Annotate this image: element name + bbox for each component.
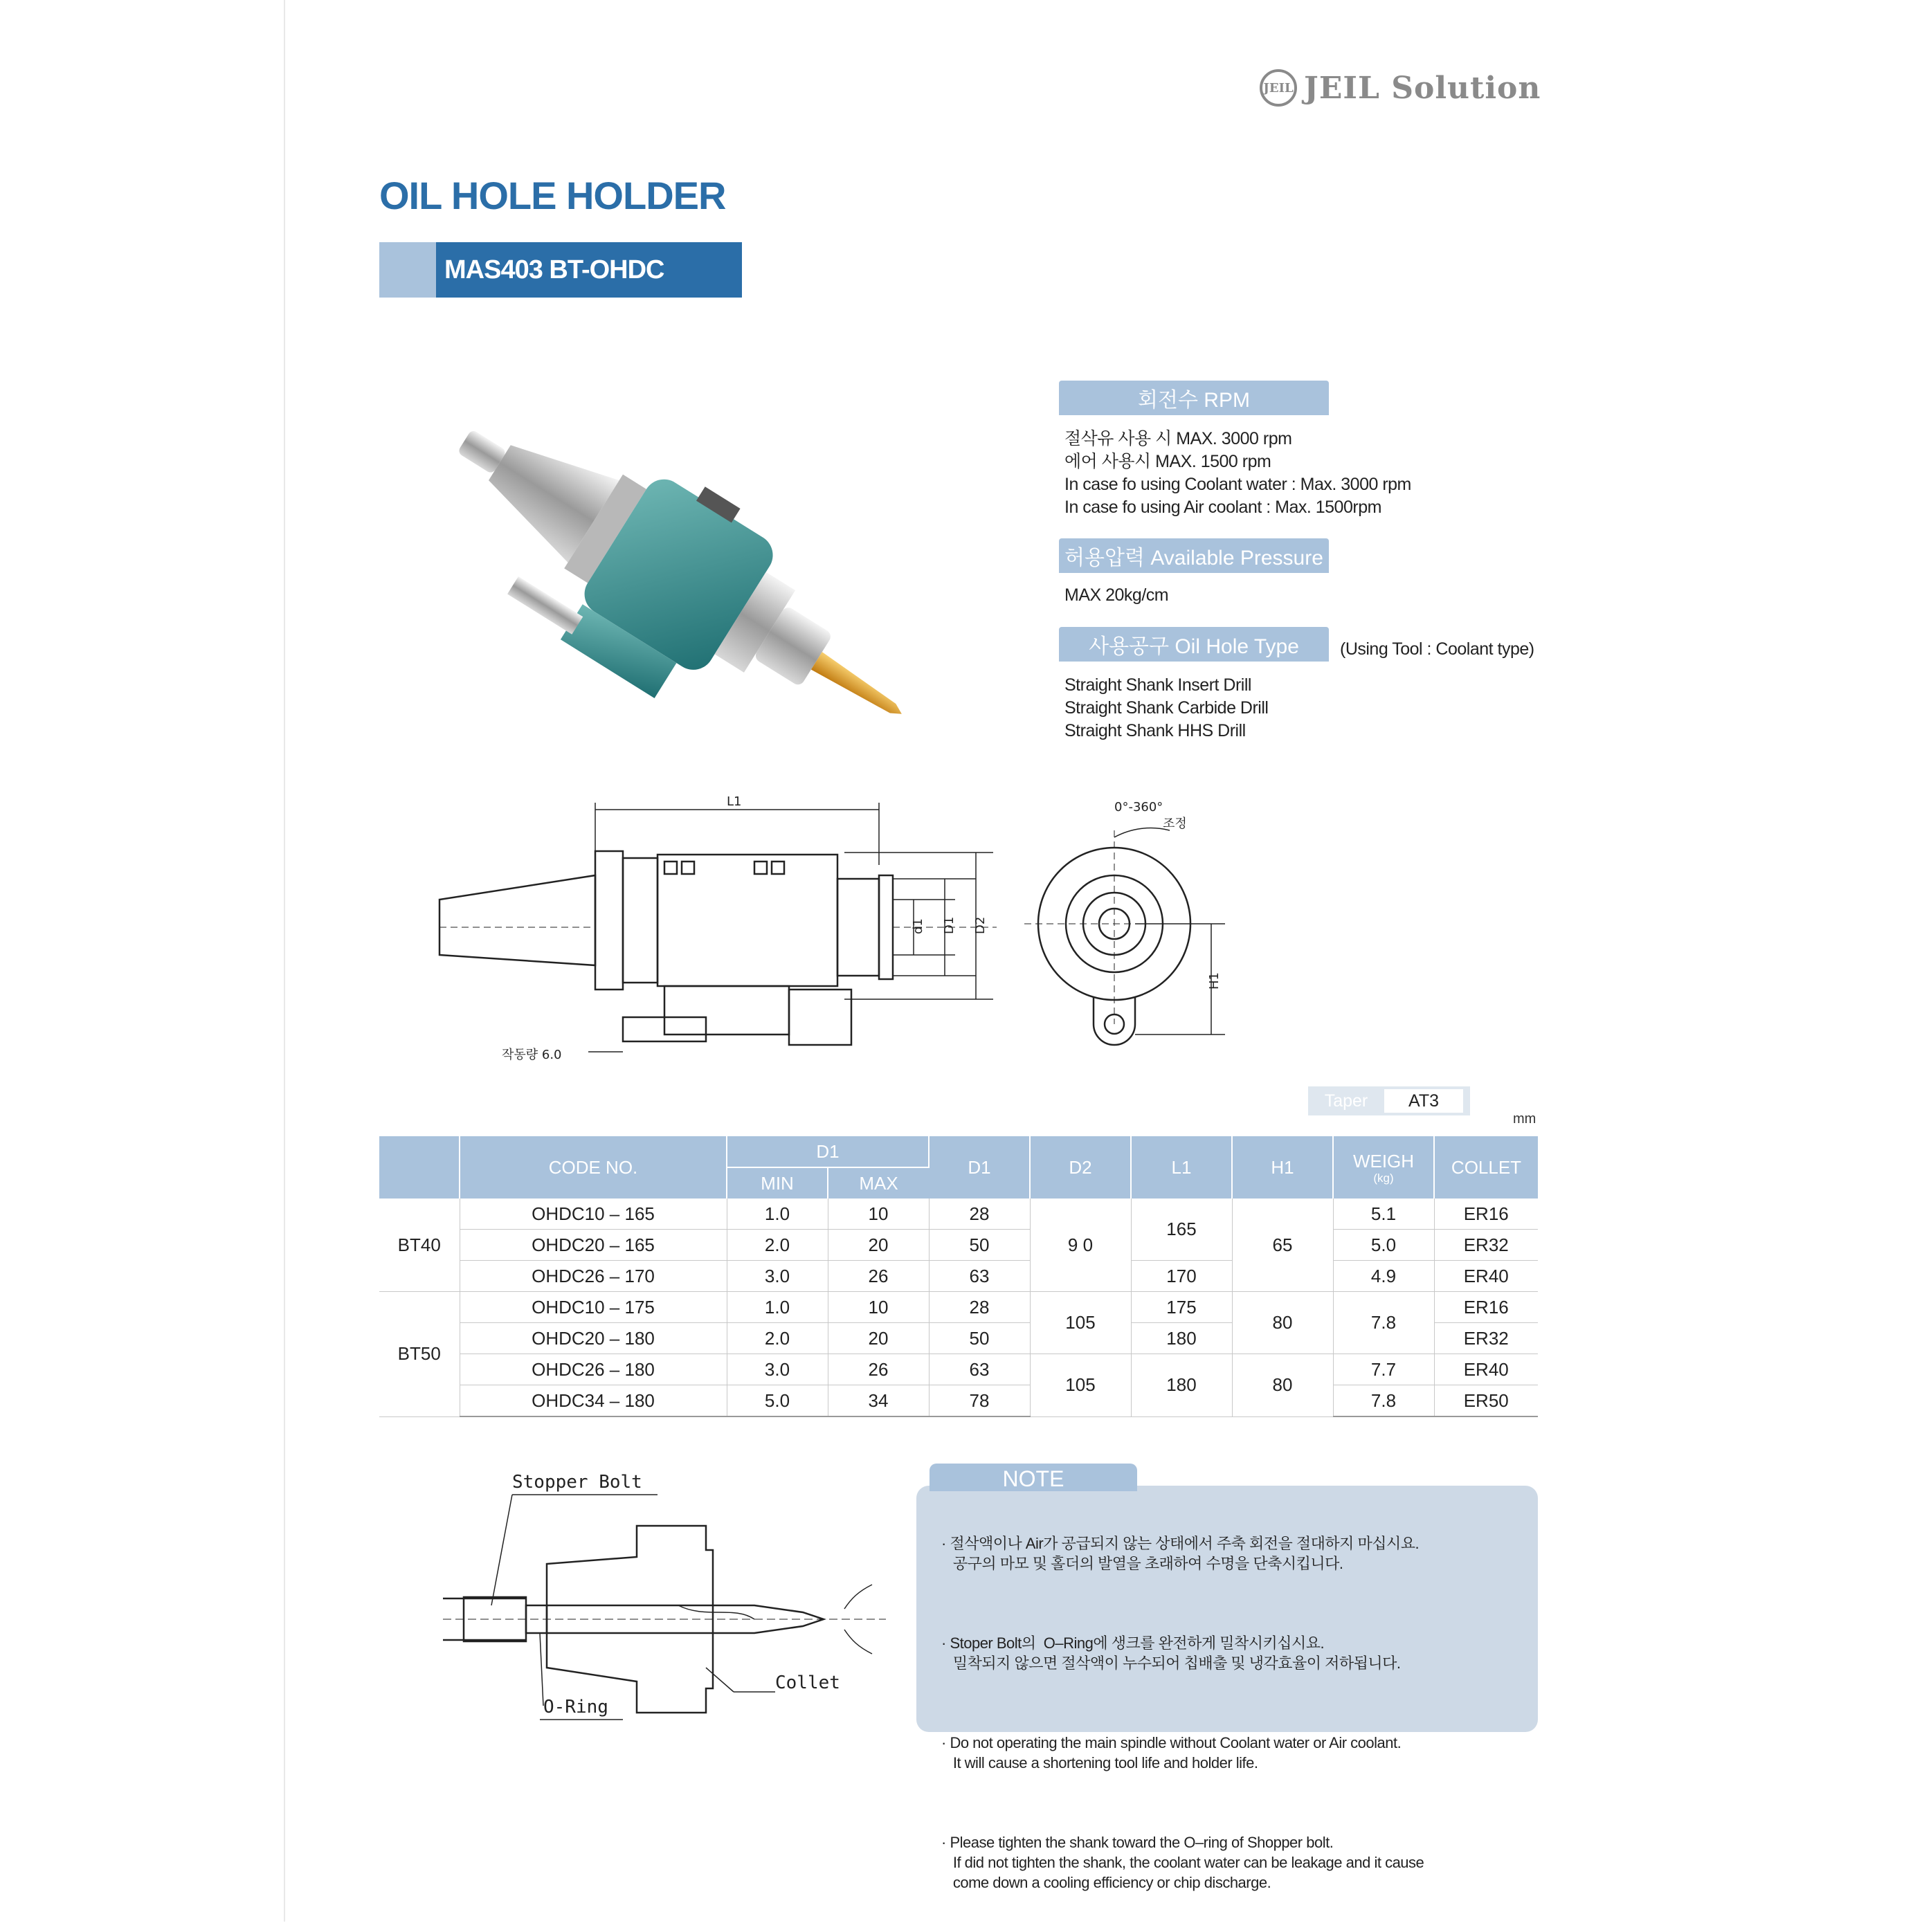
pressure-tag: 허용압력 Available Pressure — [1059, 538, 1329, 573]
rpm-lines — [1064, 428, 1411, 519]
taper-outline — [439, 875, 595, 965]
h1-cell: 80 — [1232, 1292, 1333, 1354]
collet-col-header: COLLET — [1434, 1136, 1538, 1199]
code-col-header: CODE NO. — [460, 1136, 727, 1199]
d2-cell: 105 — [1030, 1354, 1131, 1417]
taper-cell: BT50 — [379, 1292, 460, 1417]
detail-drawing — [429, 1460, 900, 1737]
max-col-header: MAX — [828, 1167, 929, 1199]
code-cell: OHDC26 – 170 — [460, 1261, 727, 1292]
weight-cell: 5.1 — [1333, 1199, 1434, 1230]
taper-value: AT3 — [1384, 1089, 1463, 1113]
taper-col-header — [379, 1136, 460, 1199]
l1-cell: 170 — [1131, 1261, 1232, 1292]
note-tag: NOTE — [930, 1464, 1137, 1491]
taper-cell: BT40 — [379, 1199, 460, 1292]
d2-cell: 105 — [1030, 1292, 1131, 1354]
min-cell: 2.0 — [727, 1323, 828, 1354]
big-d1-cell: 50 — [929, 1323, 1030, 1354]
note-text — [941, 1493, 1530, 1932]
weight-col-header — [1333, 1136, 1434, 1199]
code-cell: OHDC20 – 180 — [460, 1323, 727, 1354]
big-d1-cell: 78 — [929, 1385, 1030, 1417]
drill-shape — [811, 652, 907, 722]
collet-cell: ER32 — [1434, 1323, 1538, 1354]
max-cell: 26 — [828, 1261, 929, 1292]
table-row — [379, 1292, 1538, 1323]
rpm-line: 절삭유 사용 시 MAX. 3000 rpm — [1064, 429, 1292, 448]
tool-type-note: (Using Tool : Coolant type) — [1340, 639, 1534, 659]
code-cell: OHDC10 – 165 — [460, 1199, 727, 1230]
weight-unit-label: (kg) — [1373, 1171, 1394, 1185]
min-cell: 2.0 — [727, 1230, 828, 1261]
weight-header-label: WEIGH — [1352, 1150, 1415, 1172]
product-photo — [415, 388, 941, 733]
stopper-bolt-label: Stopper Bolt — [512, 1472, 642, 1493]
brand-logo — [1260, 64, 1541, 112]
front-view-drawing — [1017, 789, 1253, 1079]
taper-label: Taper — [1324, 1091, 1368, 1111]
weight-cell: 7.8 — [1333, 1292, 1434, 1354]
collet-cell: ER32 — [1434, 1230, 1538, 1261]
page-title: OIL HOLE HOLDER — [379, 174, 726, 217]
table-row — [379, 1199, 1538, 1230]
adjust-label: 조정 — [1163, 817, 1187, 831]
l1-cell: 165 — [1131, 1199, 1232, 1261]
page-margin-line — [284, 0, 285, 1922]
min-cell: 1.0 — [727, 1199, 828, 1230]
l1-col-header: L1 — [1131, 1136, 1232, 1199]
code-cell: OHDC10 – 175 — [460, 1292, 727, 1323]
big-d1-label: D1 — [942, 916, 957, 934]
tool-type-tag: 사용공구 Oil Hole Type — [1059, 627, 1329, 662]
weight-cell: 5.0 — [1333, 1230, 1434, 1261]
note-item: · Do not operating the main spindle without Coolant water or Air coolant. It will cause a shortening tool life and holder life. — [941, 1734, 1402, 1771]
collet-cell: ER16 — [1434, 1199, 1538, 1230]
l1-cell: 175 — [1131, 1292, 1232, 1323]
side-view-drawing — [429, 789, 1010, 1079]
tool-type-lines — [1064, 674, 1268, 742]
big-d1-cell: 63 — [929, 1354, 1030, 1385]
table-row — [379, 1230, 1538, 1261]
stroke-label: 작동량 6.0 — [502, 1048, 562, 1062]
table-row — [379, 1354, 1538, 1385]
collet-cell: ER40 — [1434, 1354, 1538, 1385]
rpm-line: In case fo using Coolant water : Max. 3000 rpm — [1064, 475, 1411, 494]
h1-col-header: H1 — [1232, 1136, 1333, 1199]
big-d1-cell: 28 — [929, 1292, 1030, 1323]
min-cell: 1.0 — [727, 1292, 828, 1323]
brand-badge: JEIL — [1260, 69, 1297, 107]
tool-type-line: Straight Shank Carbide Drill — [1064, 698, 1269, 718]
min-cell: 5.0 — [727, 1385, 828, 1417]
max-cell: 34 — [828, 1385, 929, 1417]
subtitle: MAS403 BT-OHDC — [436, 242, 742, 298]
collet-cell: ER16 — [1434, 1292, 1538, 1323]
table-row — [379, 1261, 1538, 1292]
h1-cell: 80 — [1232, 1354, 1333, 1417]
weight-cell: 7.7 — [1333, 1354, 1434, 1385]
angle-label: 0°-360° — [1114, 800, 1163, 814]
d2-cell: 9 0 — [1030, 1199, 1131, 1292]
table-row — [379, 1385, 1538, 1417]
collet-nut-outline — [879, 875, 893, 979]
l1-label: L1 — [727, 794, 742, 809]
rpm-line: 에어 사용시 MAX. 1500 rpm — [1064, 452, 1271, 471]
h1-cell: 65 — [1232, 1199, 1333, 1292]
taper-box — [1308, 1086, 1470, 1115]
d1-group-header: D1 — [727, 1136, 929, 1167]
big-d1-col-header: D1 — [929, 1136, 1030, 1199]
min-col-header: MIN — [727, 1167, 828, 1199]
note-item: · 절삭액이나 Air가 공급되지 않는 상태에서 주축 회전을 절대하지 마십시요. 공구의 마모 및 홀더의 발열을 초래하여 수명을 단축시킵니다. — [941, 1535, 1420, 1572]
max-cell: 20 — [828, 1230, 929, 1261]
collet-label: Collet — [775, 1673, 840, 1693]
tool-type-line: Straight Shank HHS Drill — [1064, 721, 1246, 740]
big-d1-cell: 50 — [929, 1230, 1030, 1261]
big-d1-cell: 28 — [929, 1199, 1030, 1230]
rpm-line: In case fo using Air coolant : Max. 1500rpm — [1064, 498, 1381, 517]
code-cell: OHDC34 – 180 — [460, 1385, 727, 1417]
l1-cell: 180 — [1131, 1354, 1232, 1417]
note-item: · Please tighten the shank toward the O–ring of Shopper bolt. If did not tighten the shank, the coolant water can be leakage and it cause come down a cooling efficiency or chip discharge. — [941, 1834, 1424, 1891]
l1-cell: 180 — [1131, 1323, 1232, 1354]
big-d1-cell: 63 — [929, 1261, 1030, 1292]
brand-name: JEIL Solution — [1304, 70, 1541, 106]
weight-cell: 4.9 — [1333, 1261, 1434, 1292]
max-cell: 10 — [828, 1292, 929, 1323]
max-cell: 26 — [828, 1354, 929, 1385]
d2-col-header: D2 — [1030, 1136, 1131, 1199]
rpm-tag: 회전수 RPM — [1059, 381, 1329, 415]
collet-cell: ER40 — [1434, 1261, 1538, 1292]
spec-table — [379, 1136, 1538, 1417]
max-cell: 10 — [828, 1199, 929, 1230]
min-cell: 3.0 — [727, 1261, 828, 1292]
oring-label: O-Ring — [543, 1697, 608, 1717]
tool-type-line: Straight Shank Insert Drill — [1064, 675, 1251, 695]
max-cell: 20 — [828, 1323, 929, 1354]
collet-cell: ER50 — [1434, 1385, 1538, 1417]
weight-cell: 7.8 — [1333, 1385, 1434, 1417]
unit-label: mm — [1513, 1111, 1536, 1127]
small-d1-label: d1 — [911, 918, 925, 934]
code-cell: OHDC26 – 180 — [460, 1354, 727, 1385]
min-cell: 3.0 — [727, 1354, 828, 1385]
pressure-line: MAX 20kg/cm — [1064, 585, 1169, 605]
h1-label: H1 — [1207, 972, 1222, 990]
note-item: · Stoper Bolt의 O–Ring에 생크를 완전하게 밀착시키십시요. 밀착되지 않으면 절삭액이 누수되어 칩배출 및 냉각효율이 저하됩니다. — [941, 1634, 1401, 1672]
code-cell: OHDC20 – 165 — [460, 1230, 727, 1261]
d2-label: D2 — [973, 916, 988, 934]
